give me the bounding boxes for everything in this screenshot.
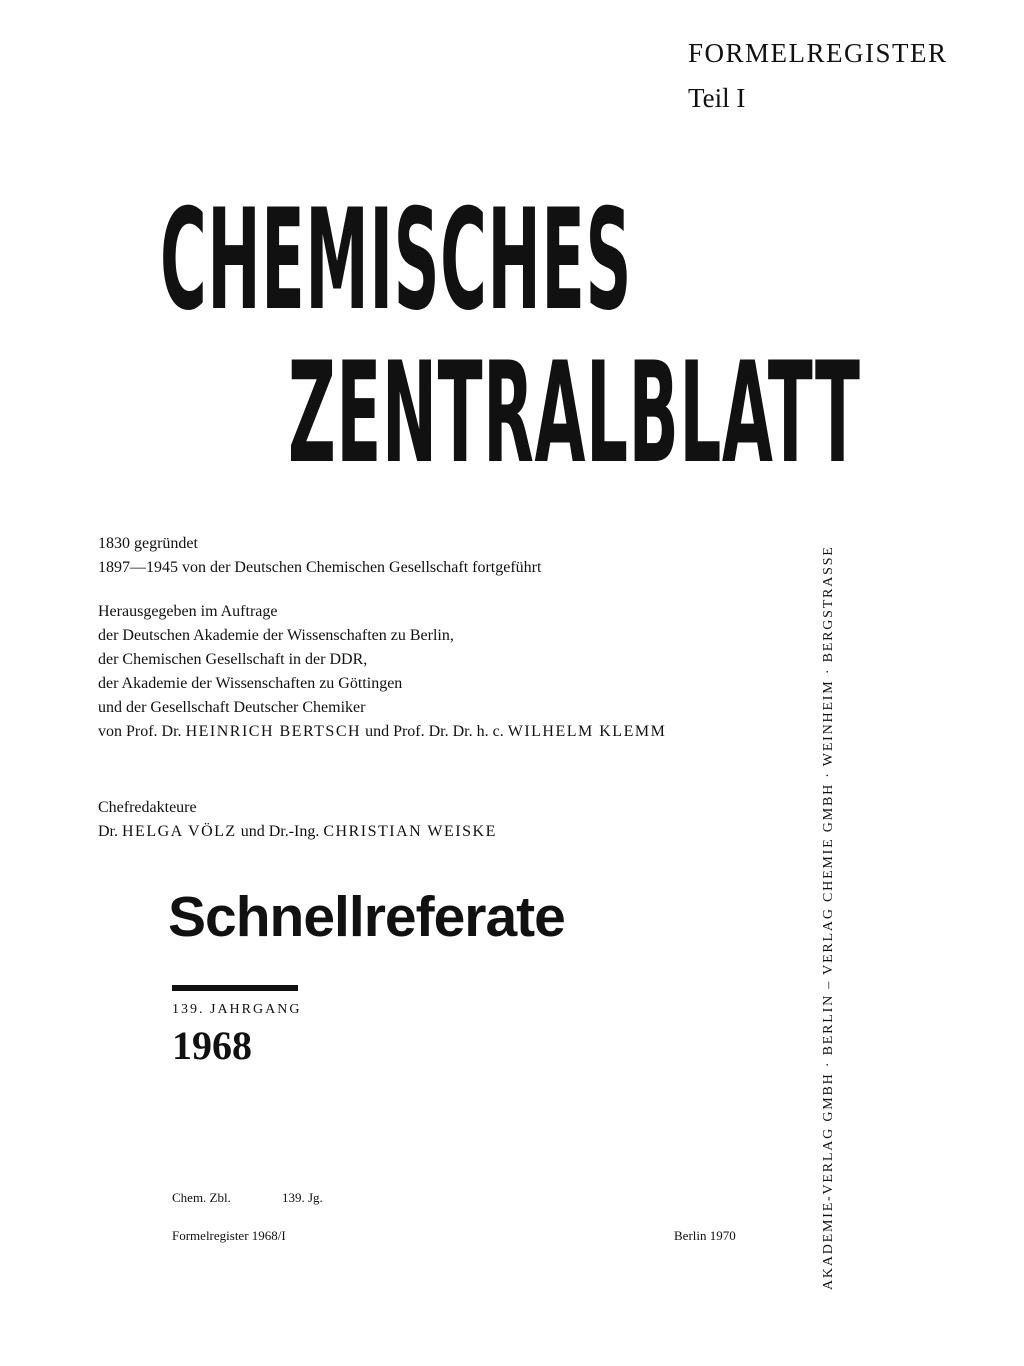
- volume-year: 1968: [172, 1023, 252, 1068]
- publisher-block: [98, 600, 666, 744]
- journal-abbreviation: Chem. Zbl.: [172, 1190, 231, 1205]
- chief-editor-name: CHRISTIAN WEISKE: [323, 823, 497, 840]
- editors-join: und Prof. Dr. Dr. h. c.: [365, 723, 504, 740]
- journal-title-line-1: CHEMISCHES: [160, 178, 632, 342]
- journal-title-line-2: ZENTRALBLATT: [288, 331, 861, 495]
- publisher-line: der Deutschen Akademie der Wissenschaften zu Berlin,: [98, 627, 454, 644]
- history-block: [98, 532, 541, 580]
- founded-line: 1830 gegründet: [98, 535, 198, 552]
- publisher-line: und der Gesellschaft Deutscher Chemiker: [98, 699, 366, 716]
- editor-name: WILHELM KLEMM: [507, 723, 667, 740]
- volume-label: 139. JAHRGANG: [172, 1002, 302, 1017]
- volume-abbreviation: 139. Jg.: [282, 1190, 323, 1205]
- editors-prefix: von Prof. Dr.: [98, 723, 182, 740]
- part-label: Teil I: [688, 83, 746, 113]
- publisher-line: der Akademie der Wissenschaften zu Göttingen: [98, 675, 403, 692]
- chief-editors-block: [98, 796, 497, 844]
- divider-rule: [172, 985, 298, 991]
- register-reference: Formelregister 1968/I: [172, 1228, 286, 1243]
- editor-name: HEINRICH BERTSCH: [185, 723, 362, 740]
- place-date: Berlin 1970: [674, 1228, 736, 1243]
- publisher-line: der Chemischen Gesellschaft in der DDR,: [98, 651, 368, 668]
- continued-line: 1897—1945 von der Deutschen Chemischen Gesellschaft fortgeführt: [98, 559, 542, 576]
- chief-editor-prefix: Dr.: [98, 823, 118, 840]
- chief-editors-heading: Chefredakteure: [98, 799, 197, 816]
- register-label: FORMELREGISTER: [688, 38, 948, 68]
- publisher-line: Herausgegeben im Auftrage: [98, 603, 278, 620]
- chief-editors-join: und Dr.-Ing.: [240, 823, 320, 840]
- side-imprint: AKADEMIE-VERLAG GMBH · BERLIN – VERLAG CHEMIE GMBH · WEINHEIM · BERGSTRASSE: [821, 545, 836, 1290]
- editors-line: [98, 720, 666, 744]
- chief-editors-line: [98, 820, 497, 844]
- chief-editor-name: HELGA VÖLZ: [122, 823, 237, 840]
- series-title: Schnellreferate: [168, 885, 565, 949]
